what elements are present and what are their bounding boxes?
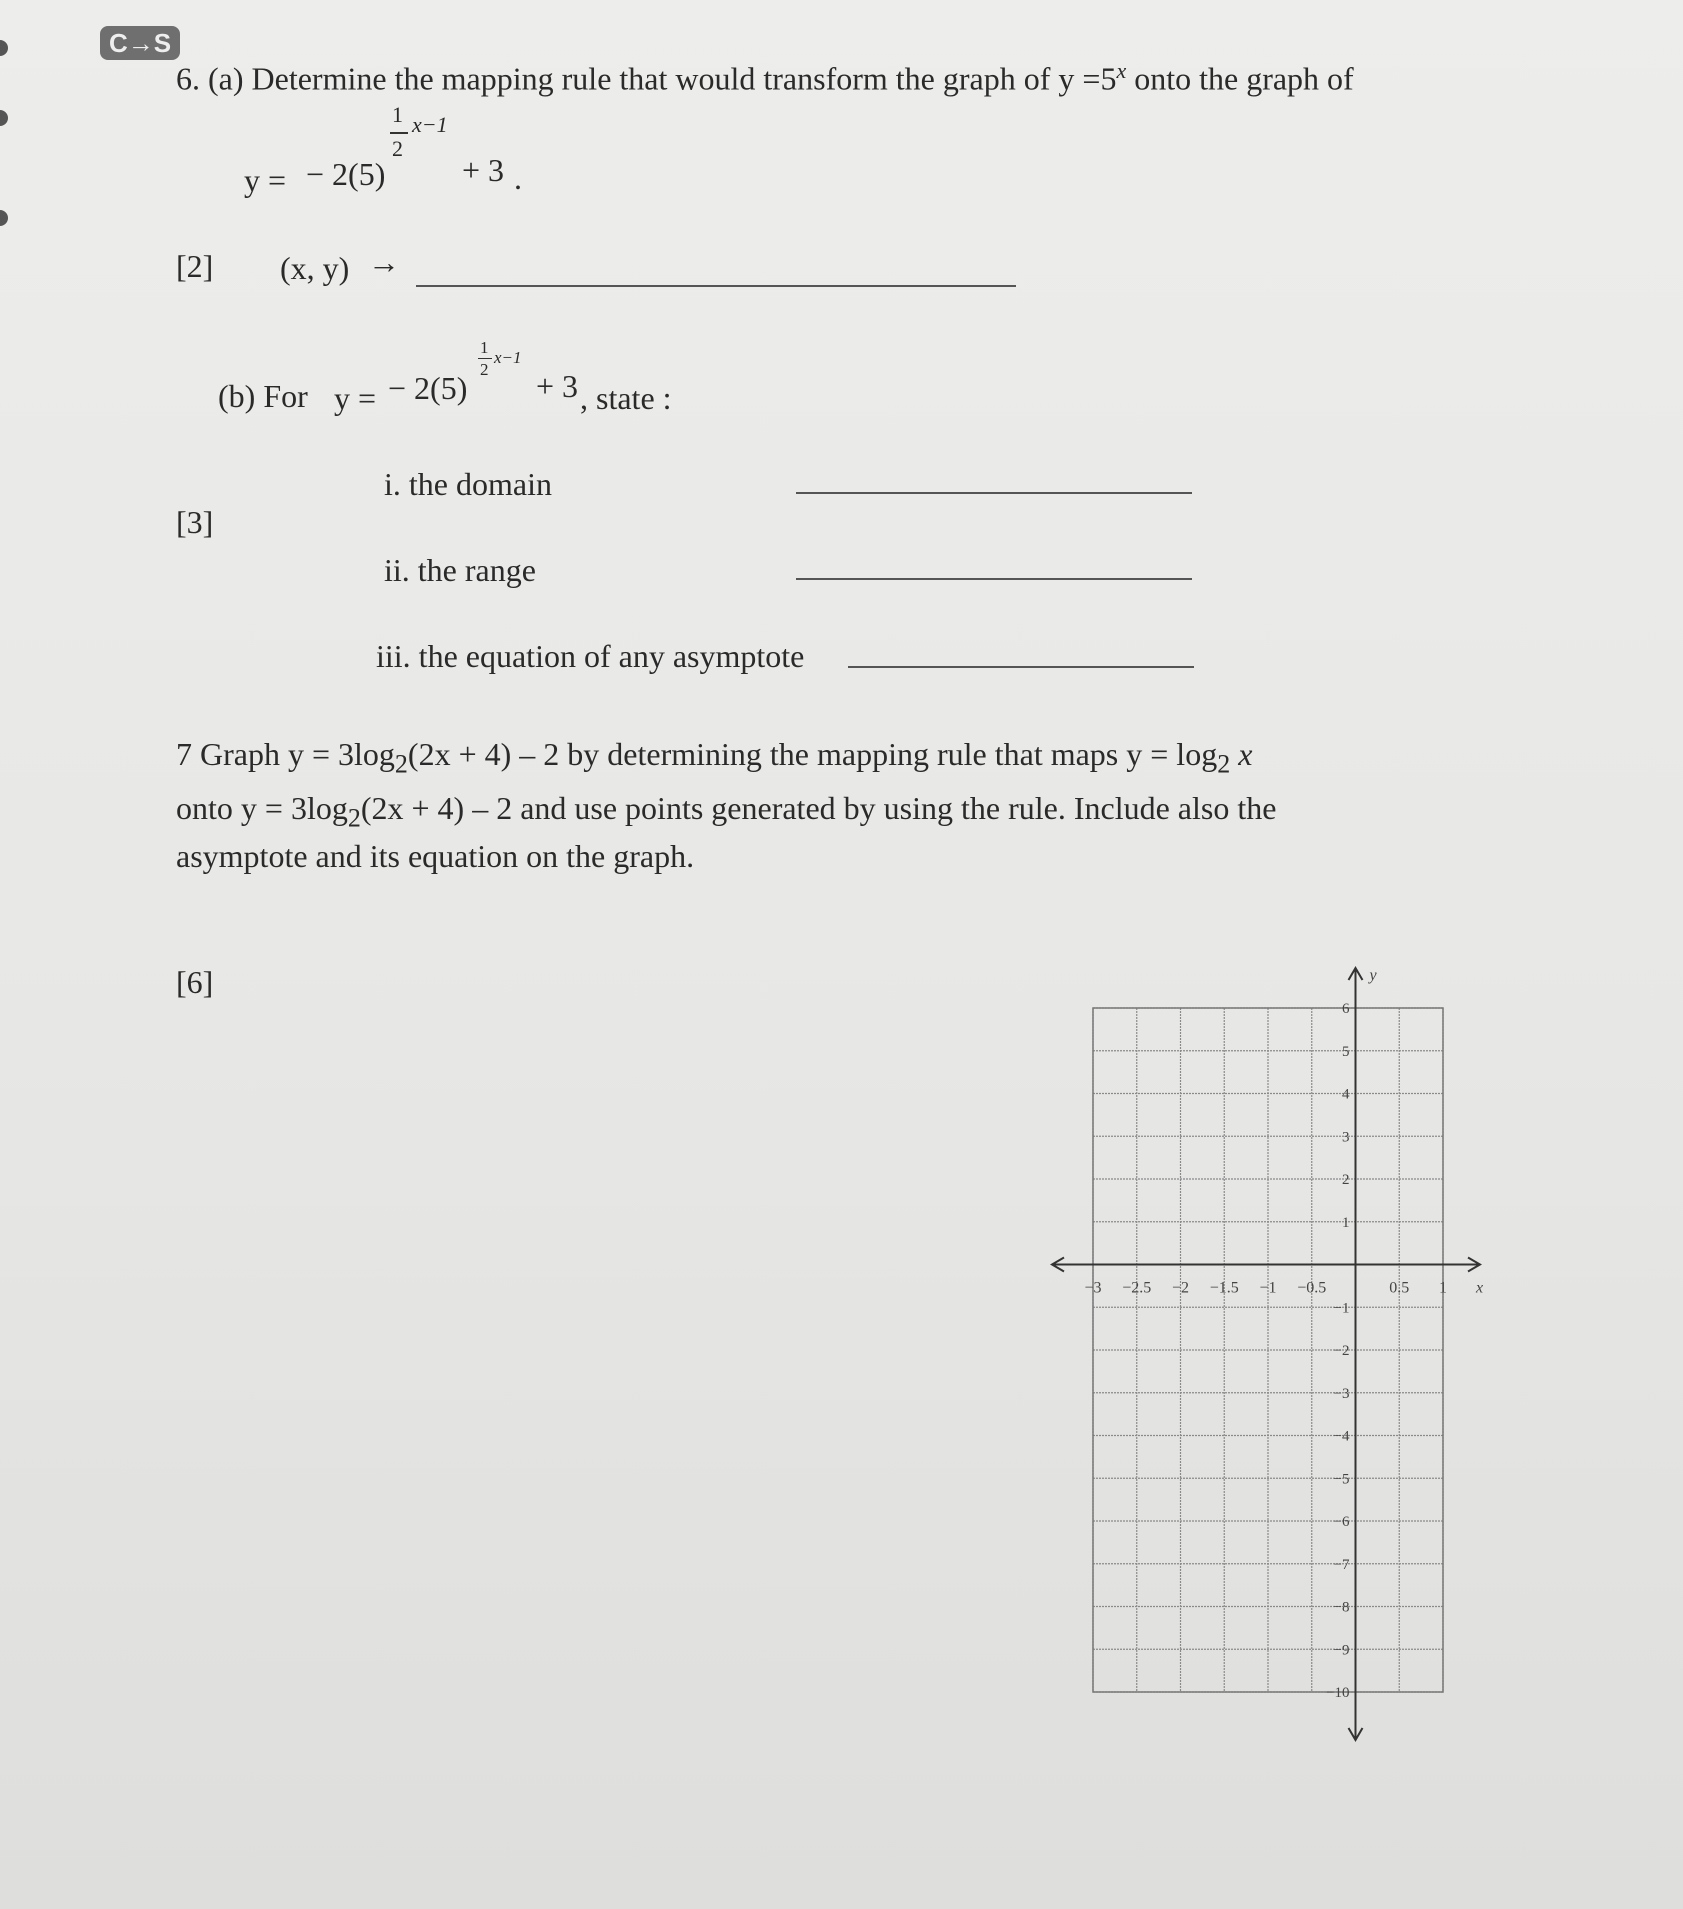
y-tick-label: 1 [1342, 1214, 1350, 1231]
binder-hole [0, 210, 8, 226]
item-range: ii. the range [384, 552, 536, 588]
y-tick-label: −7 [1333, 1556, 1350, 1573]
binder-hole [0, 40, 8, 56]
q7-line1-b: by determining the mapping rule that maps y = [567, 736, 1169, 772]
q7-eq1: 3log [338, 736, 395, 772]
y-tick-label: −3 [1333, 1385, 1350, 1402]
q7-line2-a: onto y = [176, 790, 283, 826]
y-tick-label: 2 [1342, 1172, 1350, 1188]
part-b-exp-den: 2 [480, 360, 489, 379]
target-lhs: y = [244, 162, 287, 198]
exp-den: 2 [392, 136, 403, 161]
y-tick-label: 4 [1342, 1086, 1350, 1103]
fraction-bar [390, 132, 408, 134]
q7-eq3-sub: 2 [347, 803, 361, 833]
q7-eq1-sub: 2 [394, 749, 408, 779]
exp-num: 1 [392, 102, 403, 127]
item-asymptote: iii. the equation of any asymptote [376, 638, 805, 674]
part-b-suffix: , state : [580, 380, 672, 416]
y-tick-label: −4 [1333, 1428, 1350, 1445]
part-b-coef: − 2(5) [388, 370, 468, 406]
target-period: . [514, 160, 522, 196]
y-tick-label: −1 [1333, 1300, 1350, 1317]
corner-logo: C→S [100, 26, 180, 60]
x-tick-label: −1 [1259, 1279, 1277, 1297]
q7-eq2: log [1176, 736, 1218, 772]
y-tick-label: −9 [1333, 1642, 1350, 1659]
y-axis-label: y [1369, 967, 1377, 984]
domain-answer-blank[interactable] [796, 492, 1192, 494]
q6-prompt: Determine the mapping rule that would transform the graph of [251, 60, 1051, 97]
q7-line1-a: Graph y = [200, 736, 331, 772]
q6-line1 [176, 58, 1354, 98]
x-tick-label: −1.5 [1209, 1279, 1239, 1297]
base-eq-exp: x [1116, 58, 1127, 83]
x-tick-label: −2 [1171, 1279, 1190, 1297]
target-coef: − 2(5) [306, 156, 386, 192]
q7-number: 7 [176, 736, 192, 772]
y-tick-label: −8 [1333, 1599, 1350, 1616]
part-b-lhs: y = [334, 380, 377, 416]
part-b-tail: + 3 [536, 368, 579, 404]
base-eq-base: 5 [1100, 60, 1117, 97]
q6-part-a-label: (a) [208, 60, 244, 97]
y-tick-label: 5 [1342, 1043, 1350, 1060]
x-axis-label: x [1476, 1279, 1484, 1297]
q6-number: 6. [176, 60, 200, 97]
mapping-arrow: → [368, 244, 400, 280]
x-tick-label: −0.5 [1297, 1279, 1327, 1297]
y-tick-label: −2 [1333, 1343, 1350, 1359]
marks-b: [3] [176, 504, 214, 540]
q6-prompt-end: onto the graph of [1134, 60, 1354, 97]
q7-line2 [176, 790, 1276, 833]
asymptote-answer-blank[interactable] [848, 666, 1194, 668]
q7-eq3-arg: (2x + 4) – 2 [360, 790, 513, 826]
x-tick-label: −2.5 [1122, 1279, 1152, 1297]
q7-eq2-sub: 2 [1217, 749, 1231, 779]
part-b-exp-num: 1 [480, 338, 489, 357]
base-eq-lhs: y = [1058, 60, 1101, 97]
y-tick-label: 6 [1342, 1001, 1350, 1017]
exp-tail: x−1 [412, 112, 448, 137]
y-tick-label: 3 [1342, 1129, 1350, 1146]
part-b-prefix: (b) For [218, 378, 308, 414]
y-tick-label: −5 [1333, 1471, 1350, 1488]
range-answer-blank[interactable] [796, 578, 1192, 580]
mapping-answer-blank[interactable] [416, 285, 1016, 287]
item-domain: i. the domain [384, 466, 552, 502]
binder-hole [0, 110, 8, 126]
y-tick-label: −6 [1333, 1514, 1350, 1530]
x-tick-label: 0.5 [1389, 1279, 1410, 1297]
q7-line3: asymptote and its equation on the graph. [176, 838, 695, 874]
mapping-lhs: (x, y) [280, 250, 350, 286]
q7-line1 [176, 736, 1252, 779]
x-tick-label: −3 [1084, 1279, 1102, 1297]
q7-eq1-arg: (2x + 4) – 2 [407, 736, 560, 772]
coordinate-grid[interactable] [1040, 950, 1500, 1750]
target-tail: + 3 [462, 152, 505, 188]
q7-line2-b: and use points generated by using the rule. Include also the [520, 790, 1277, 826]
part-b-fraction-bar [478, 358, 492, 359]
q7-eq2-arg: x [1238, 736, 1253, 772]
marks-q7: [6] [176, 964, 214, 1000]
marks-a: [2] [176, 248, 214, 284]
part-b-exp-tail: x−1 [494, 348, 522, 367]
q7-eq3: 3log [290, 790, 348, 826]
y-tick-label: −10 [1326, 1685, 1350, 1701]
x-tick-label: 1 [1439, 1279, 1447, 1297]
